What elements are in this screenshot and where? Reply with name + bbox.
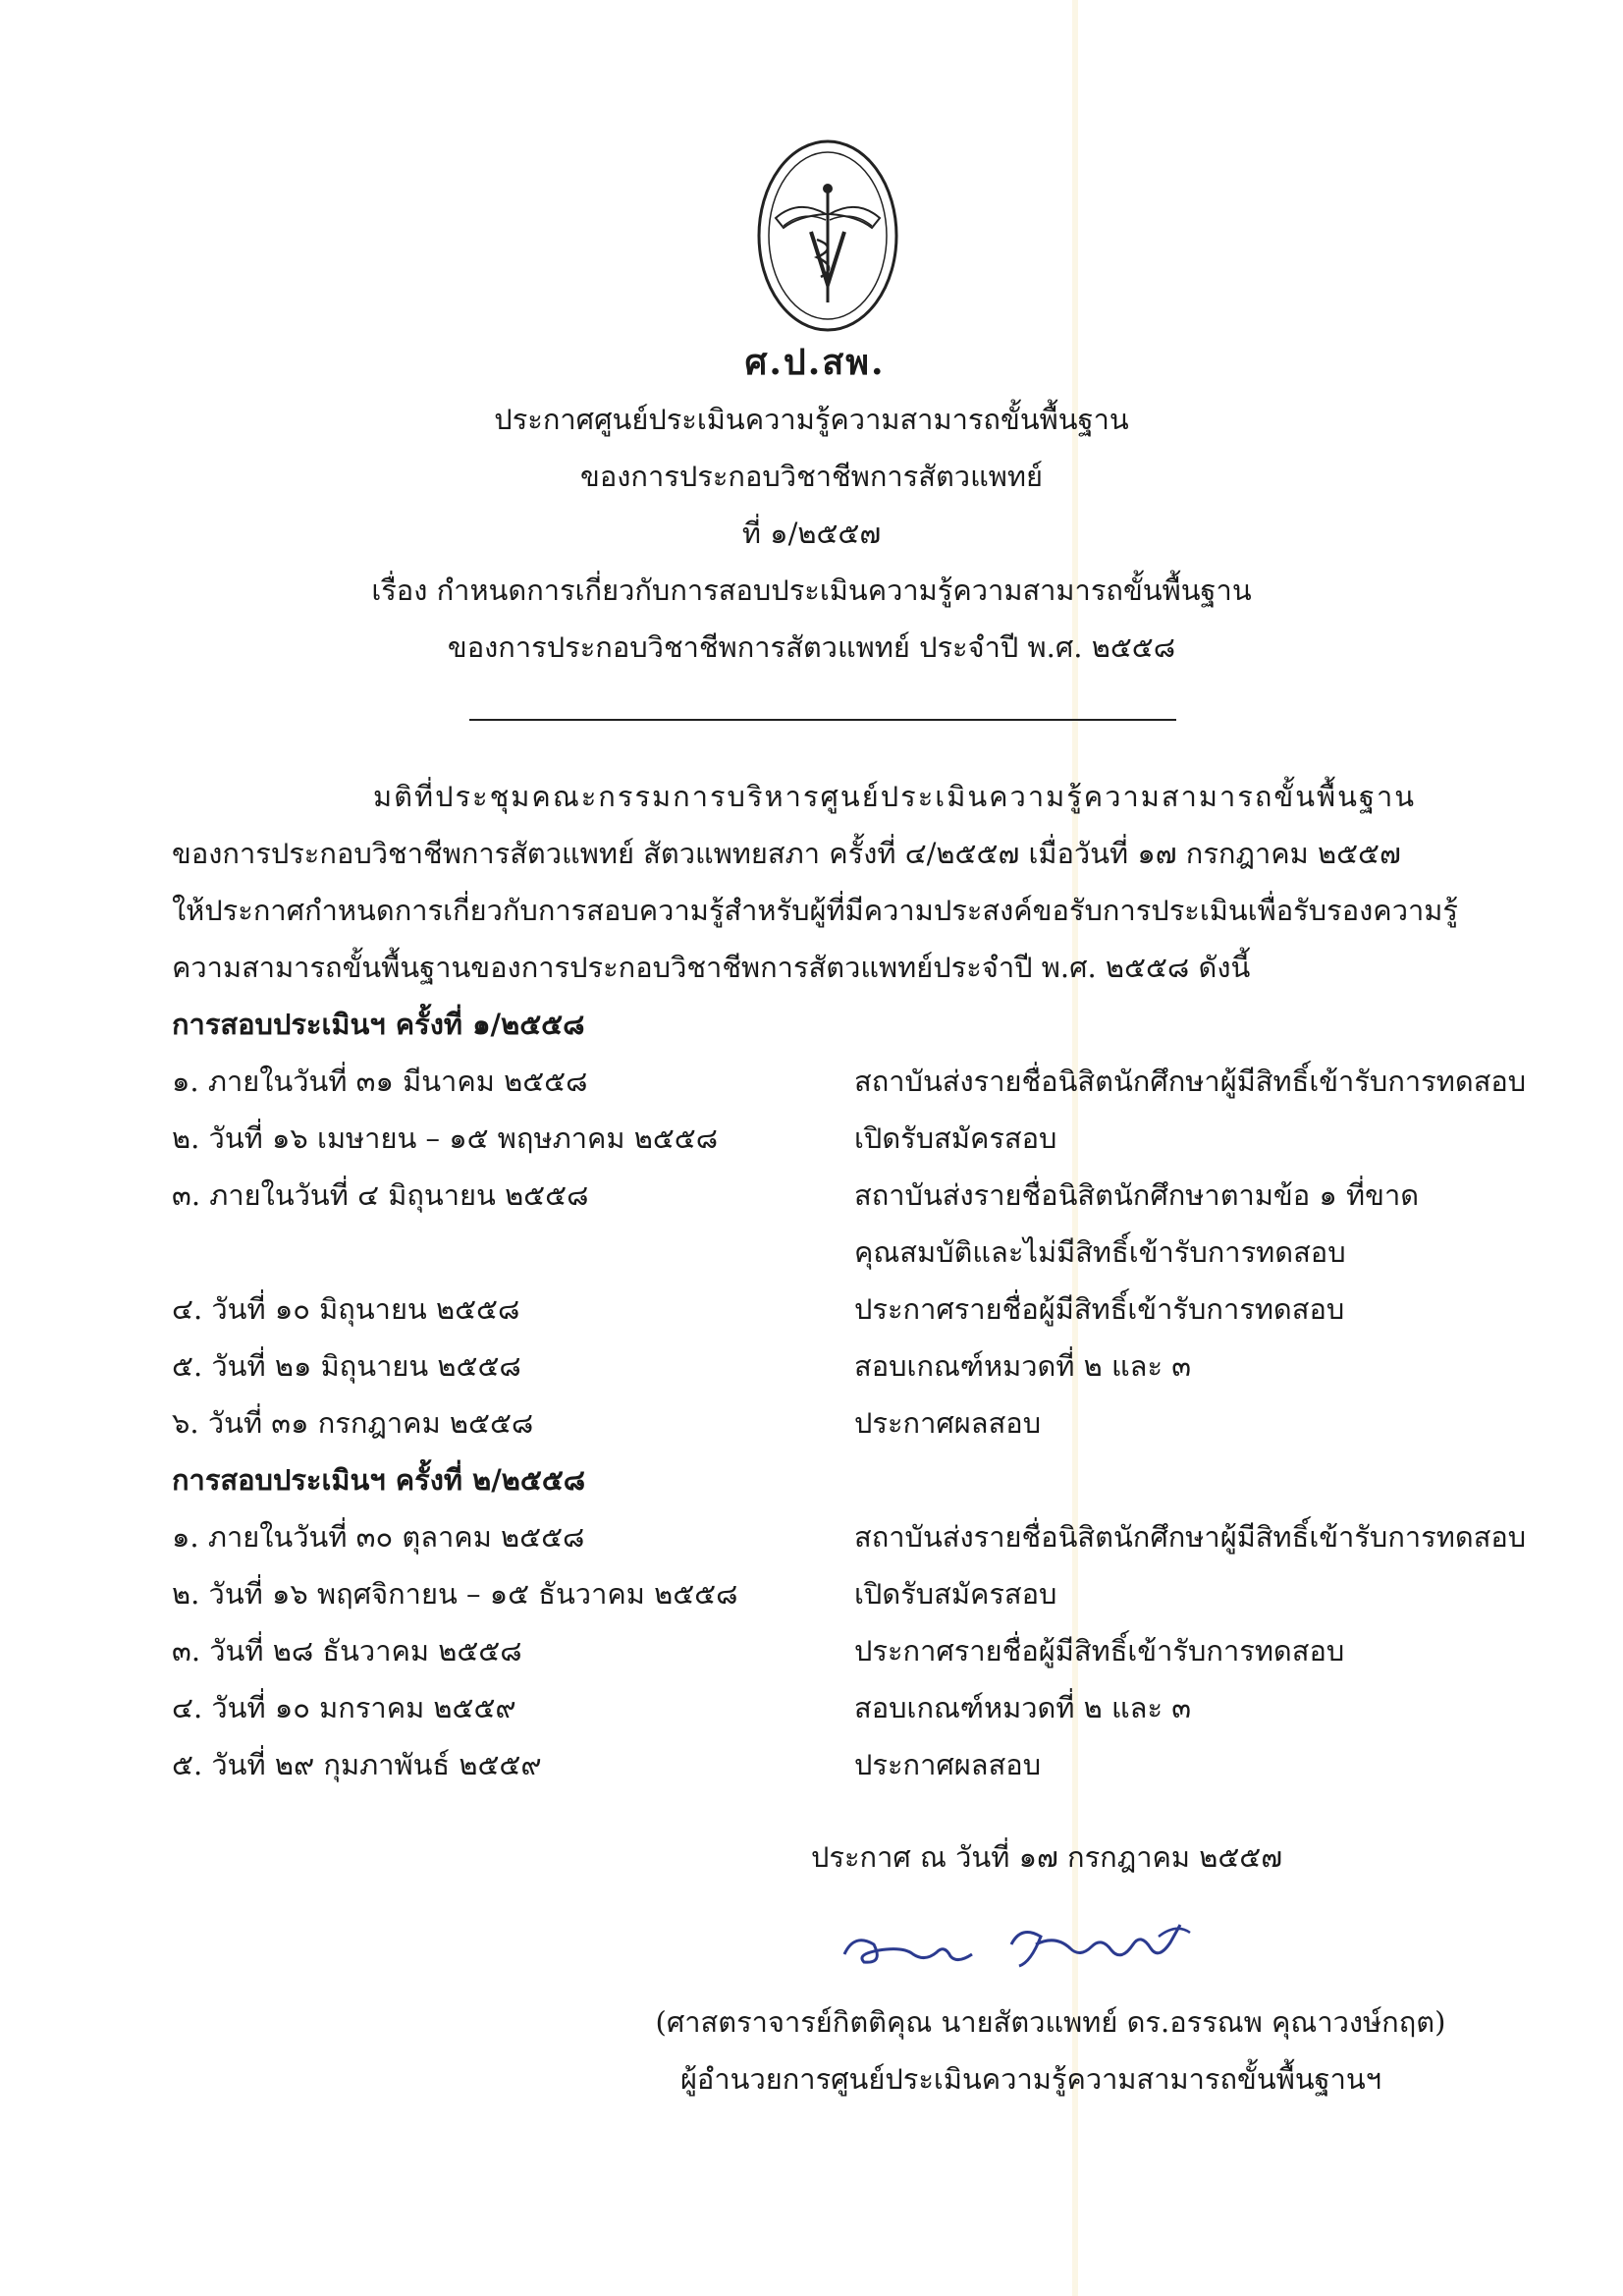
body-paragraph-line3: ให้ประกาศกำหนดการเกี่ยวกับการสอบความรู้สำหรับผู้ที่มีความประสงค์ขอรับการประเมินเพื่อรับรองความรู้: [172, 894, 1458, 927]
round1-item2-desc: เปิดรับสมัครสอบ: [854, 1121, 1057, 1155]
round2-item1-date: ๑. ภายในวันที่ ๓๐ ตุลาคม ๒๕๕๘: [172, 1520, 585, 1554]
round1-item4-date: ๔. วันที่ ๑๐ มิถุนายน ๒๕๕๘: [172, 1292, 520, 1326]
round1-heading: การสอบประเมินฯ ครั้งที่ ๑/๒๕๕๘: [172, 1008, 585, 1041]
body-paragraph-line1: มติที่ประชุมคณะกรรมการบริหารศูนย์ประเมินความรู้ความสามารถขั้นพื้นฐาน: [373, 780, 1417, 813]
round2-item2-date: ๒. วันที่ ๑๖ พฤศจิกายน – ๑๕ ธันวาคม ๒๕๕๘: [172, 1577, 738, 1611]
round1-item3-date: ๓. ภายในวันที่ ๔ มิถุนายน ๒๕๕๘: [172, 1178, 589, 1212]
round1-item1-desc: สถาบันส่งรายชื่อนิสิตนักศึกษาผู้มีสิทธิ์เข้ารับการทดสอบ: [854, 1065, 1527, 1098]
veterinary-council-seal-icon: [754, 137, 901, 346]
round1-item3-desc: สถาบันส่งรายชื่อนิสิตนักศึกษาตามข้อ ๑ ที่ขาด: [854, 1178, 1420, 1212]
body-paragraph-line2: ของการประกอบวิชาชีพการสัตวแพทย์ สัตวแพทยสภา ครั้งที่ ๔/๒๕๕๗ เมื่อวันที่ ๑๗ กรกฎาคม ๒๕๕๗: [172, 837, 1401, 870]
subject-line2: ของการประกอบวิชาชีพการสัตวแพทย์ ประจำปี พ.ศ. ๒๕๕๘: [447, 630, 1176, 664]
round2-item3-desc: ประกาศรายชื่อผู้มีสิทธิ์เข้ารับการทดสอบ: [854, 1634, 1345, 1667]
round1-item5-desc: สอบเกณฑ์หมวดที่ ๒ และ ๓: [854, 1349, 1192, 1383]
round1-item4-desc: ประกาศรายชื่อผู้มีสิทธิ์เข้ารับการทดสอบ: [854, 1292, 1345, 1326]
round1-item3-desc-cont: คุณสมบัติและไม่มีสิทธิ์เข้ารับการทดสอบ: [854, 1235, 1346, 1269]
announcement-date: ประกาศ ณ วันที่ ๑๗ กรกฎาคม ๒๕๕๗: [811, 1840, 1283, 1874]
round1-item6-date: ๖. วันที่ ๓๑ กรกฎาคม ๒๕๕๘: [172, 1406, 534, 1440]
announcement-number: ที่ ๑/๒๕๕๗: [741, 517, 882, 550]
round2-item5-desc: ประกาศผลสอบ: [854, 1748, 1042, 1781]
signer-name: (ศาสตราจารย์กิตติคุณ นายสัตวแพทย์ ดร.อรรณพ คุณาวงษ์กฤต): [655, 2005, 1446, 2039]
round1-item2-date: ๒. วันที่ ๑๖ เมษายน – ๑๕ พฤษภาคม ๒๕๕๘: [172, 1121, 719, 1155]
round2-item3-date: ๓. วันที่ ๒๘ ธันวาคม ๒๕๕๘: [172, 1634, 522, 1667]
round2-item5-date: ๕. วันที่ ๒๙ กุมภาพันธ์ ๒๕๕๙: [172, 1748, 542, 1781]
body-paragraph-line4: ความสามารถขั้นพื้นฐานของการประกอบวิชาชีพการสัตวแพทย์ประจำปี พ.ศ. ๒๕๕๘ ดังนี้: [172, 951, 1251, 984]
header-title-line2: ของการประกอบวิชาชีพการสัตวแพทย์: [580, 460, 1043, 493]
seal-abbreviation: ศ.ป.สพ.: [744, 342, 886, 383]
round2-item2-desc: เปิดรับสมัครสอบ: [854, 1577, 1057, 1611]
subject-line1: เรื่อง กำหนดการเกี่ยวกับการสอบประเมินความรู้ความสามารถขั้นพื้นฐาน: [371, 574, 1252, 607]
header-title-line1: ประกาศศูนย์ประเมินความรู้ความสามารถขั้นพื้นฐาน: [494, 403, 1129, 436]
round2-heading: การสอบประเมินฯ ครั้งที่ ๒/๒๕๕๘: [172, 1463, 586, 1497]
signature-icon: [835, 1915, 1208, 1984]
round2-item4-desc: สอบเกณฑ์หมวดที่ ๒ และ ๓: [854, 1691, 1192, 1724]
round1-item5-date: ๕. วันที่ ๒๑ มิถุนายน ๒๕๕๘: [172, 1349, 521, 1383]
round1-item6-desc: ประกาศผลสอบ: [854, 1406, 1042, 1440]
round1-item1-date: ๑. ภายในวันที่ ๓๑ มีนาคม ๒๕๕๘: [172, 1065, 588, 1098]
round2-item1-desc: สถาบันส่งรายชื่อนิสิตนักศึกษาผู้มีสิทธิ์เข้ารับการทดสอบ: [854, 1520, 1527, 1554]
header-divider: [469, 719, 1176, 721]
round2-item4-date: ๔. วันที่ ๑๐ มกราคม ๒๕๕๙: [172, 1691, 516, 1724]
signer-title: ผู้อำนวยการศูนย์ประเมินความรู้ความสามารถขั้นพื้นฐานฯ: [679, 2062, 1382, 2096]
